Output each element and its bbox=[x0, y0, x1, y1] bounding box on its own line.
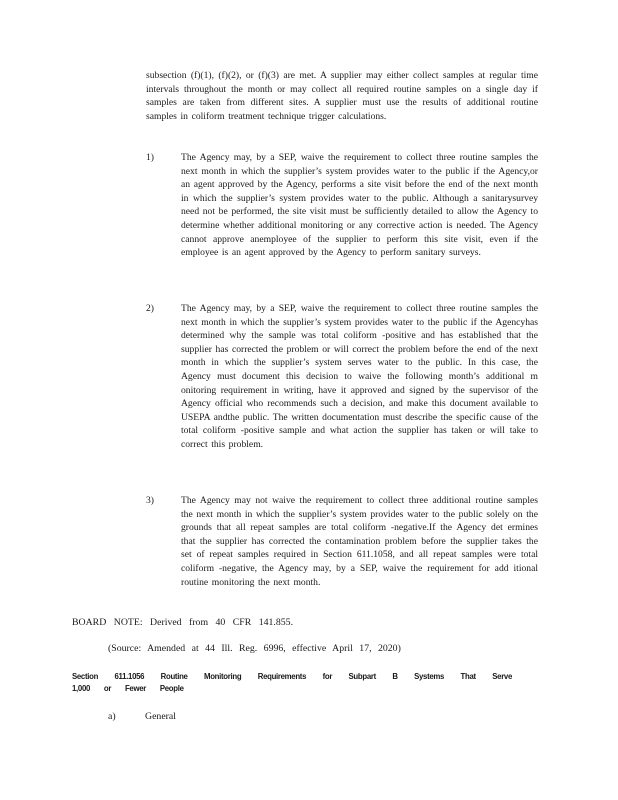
board-note: BOARD NOTE: Derived from 40 CFR 141.855. bbox=[72, 617, 294, 628]
subsection-heading bbox=[108, 711, 176, 722]
item-text: The Agency may, by a SEP, waive the requirement to collect three routine samples the next month in which the supplier’s system provides water to the public if the Agencyhas determined why the sample was total coliform -positive and has established that the supplier has corrected the problem or will correct the problem before the end of the next month in which the supplier’s system serves water to the public. In this case, the Agency must document this decision to waive the following month’s additional m onitoring requirement in writing, have it approved and signed by the supervisor of the Agency official who recommends such a decision, and make this document available to USEPA andthe public. The written documentation must describe the specific cause of the total coliform -positive sample and what action the supplier has taken or will take to correct this problem. bbox=[181, 303, 538, 450]
section-heading: Section 611.1056 Routine Monitoring Requirements for Subpart B Systems That Serve 1,000 or Fewer People bbox=[72, 672, 512, 693]
list-item bbox=[146, 494, 538, 589]
item-number: 3) bbox=[146, 495, 154, 506]
item-text: The Agency may not waive the requirement to collect three additional routine samples the next month in which the supplier’s system provides water to the public solely on the grounds that all repeat samples are total coliform -negative.If the Agency det ermines that the supplier has corrected the contamination problem before the supplier takes the set of repeat samples required in Section 611.1058, and all repeat samples were total coliform -negative, the Agency may, by a SEP, waive the requirement for add itional routine monitoring the next month. bbox=[181, 495, 538, 588]
item-text: The Agency may, by a SEP, waive the requirement to collect three routine samples the next month in which the supplier’s system provides water to the public if the Agency,or an agent approved by the Agency, performs a site visit before the end of the next month in which the supplier’s system provides water to the public. Although a sanitarysurvey need not be performed, the site visit must be sufficiently detailed to allow the Agency to determine whether additional monitoring or any corrective action is needed. The Agency cannot approve anemployee of the supplier to perform this site visit, even if the employee is an agent approved by the Agency to perform sanitary surveys. bbox=[181, 152, 538, 259]
item-number: 2) bbox=[146, 303, 154, 314]
list-item bbox=[146, 302, 538, 452]
subsection-title: General bbox=[145, 711, 177, 722]
list-item bbox=[146, 151, 538, 260]
source-note: (Source: Amended at 44 Ill. Reg. 6996, effective April 17, 2020) bbox=[108, 643, 401, 654]
item-number: 1) bbox=[146, 152, 154, 163]
intro-paragraph: subsection (f)(1), (f)(2), or (f)(3) are met. A supplier may either collect samples at regular time intervals throughout the month or may collect all required routine samples on a single day if samples are taken from different sites. A supplier must use the results of additional routine samples in coliform treatment technique trigger calculations. bbox=[146, 70, 538, 122]
subsection-label: a) bbox=[108, 711, 116, 722]
